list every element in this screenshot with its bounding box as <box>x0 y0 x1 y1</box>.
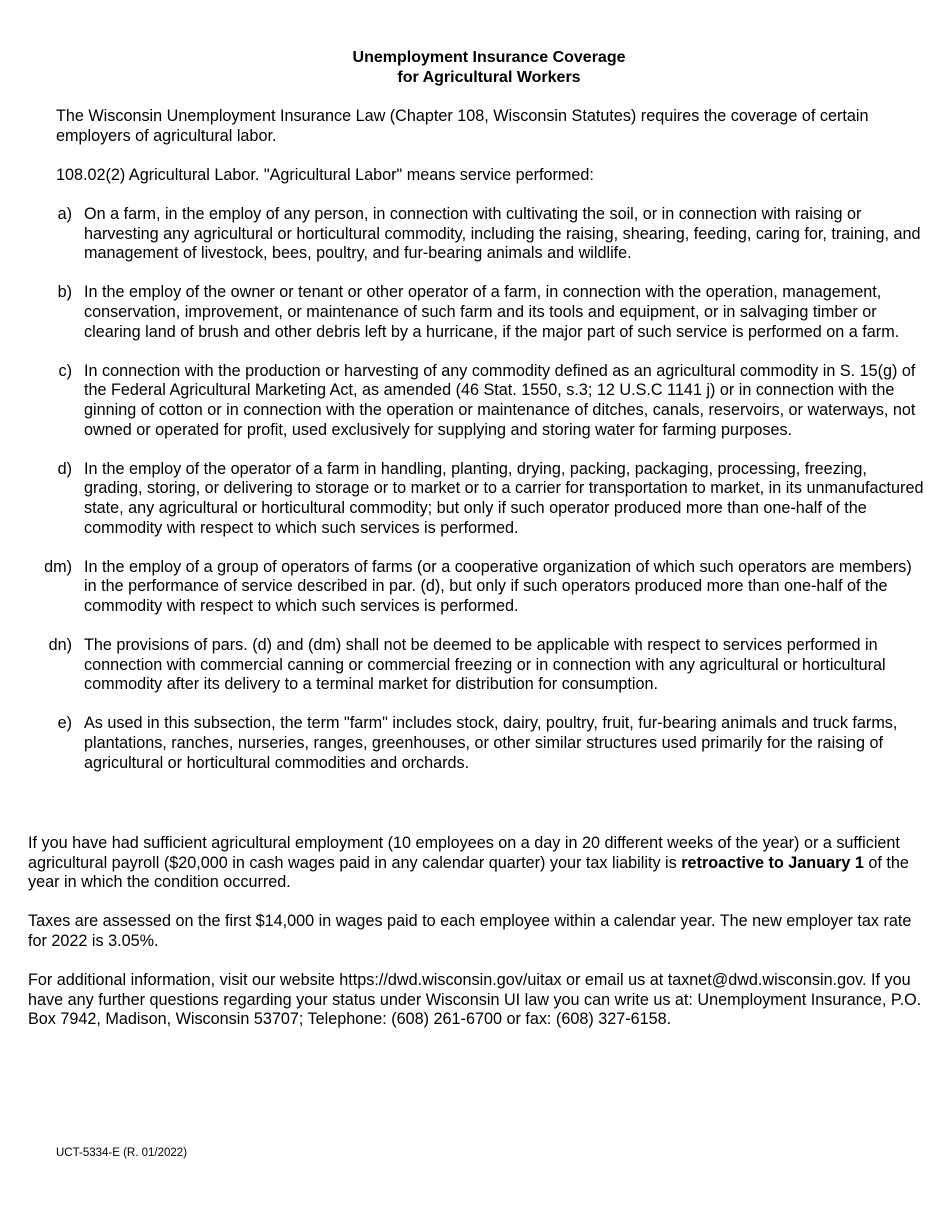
retro-text-before: If you have had sufficient agricultural employment (10 employees on a day in 20 different weeks of the year) or a sufficient agricultural payroll ($20,000 in cash wages paid in any calendar quarter) your tax liability is <box>28 834 900 872</box>
retro-bold-text: retroactive to January 1 <box>681 853 864 872</box>
item-label: b) <box>57 283 72 302</box>
item-text: On a farm, in the employ of any person, in connection with cultivating the soil, or in connection with raising or harvesting any agricultural or horticultural commodity, including the raising, shearing, feeding, caring for, training, and management of livestock, bees, poultry, and fur-bearing animals and wildlife. <box>84 205 921 263</box>
item-text: In the employ of the owner or tenant or other operator of a farm, in connection with the operation, management, conservation, improvement, or maintenance of such farm and its tools and equipment, or in salvaging timber or clearing land of brush and other debris left by a hurricane, if the major part of such service is performed on a farm. <box>84 283 900 341</box>
document-title <box>0 48 950 88</box>
retroactive-paragraph <box>28 834 926 893</box>
item-label: c) <box>58 361 72 380</box>
retro-text-after: of the year in which the condition occurred. <box>28 853 909 892</box>
list-item <box>28 636 926 695</box>
item-text: In connection with the production or harvesting of any commodity defined as an agricultural commodity in S. 15(g) of the Federal Agricultural Marketing Act, as amended (46 Stat. 1550, s.3; 12 U.S.C 1141 j) or in connection with the ginning of cotton or in connection with the operation or maintenance of ditches, canals, reservoirs, or waterways, not owned or operated for profit, used exclusively for supplying and storing water for farming purposes. <box>84 361 916 439</box>
item-label: dn) <box>48 636 72 655</box>
list-item <box>28 558 926 617</box>
item-text: In the employ of the operator of a farm in handling, planting, drying, packing, packaging, processing, freezing, grading, storing, or delivering to storage or to market or to a carrier for transportation to market, in its unmanufactured state, any agricultural or horticultural commodity; but only if such operator produced more than one-half of the commodity with respect to which such services is performed. <box>84 459 924 537</box>
definition-heading: 108.02(2) Agricultural Labor. "Agricultural Labor" means service performed: <box>56 165 594 184</box>
form-number: UCT-5334-E (R. 01/2022) <box>56 1147 188 1159</box>
item-label: e) <box>57 714 72 733</box>
list-item <box>28 205 926 264</box>
title-line-2: for Agricultural Workers <box>397 69 581 86</box>
item-text: As used in this subsection, the term "farm" includes stock, dairy, poultry, fruit, fur-bearing animals and truck farms, plantations, ranches, nurseries, ranges, greenhouses, or other similar structures used primarily for the raising of agricultural or horticultural commodities and orchards. <box>84 714 898 772</box>
item-label: dm) <box>44 557 72 576</box>
contact-paragraph: For additional information, visit our website https://dwd.wisconsin.gov/uitax or email us at taxnet@dwd.wisconsin.gov. If you have any further questions regarding your status under Wisconsin UI law you can write us at: Unemployment Insurance, P.O. Box 7942, Madison, Wisconsin 53707; Telephone: (608) 261-6700 or fax: (608) 327-6158. <box>28 971 922 1029</box>
taxes-paragraph: Taxes are assessed on the first $14,000 in wages paid to each employee within a calendar year. The new employer tax rate for 2022 is 3.05%. <box>28 912 912 950</box>
list-item <box>28 714 926 773</box>
item-text: The provisions of pars. (d) and (dm) shall not be deemed to be applicable with respect to services performed in connection with commercial canning or commercial freezing or in connection with any agricultural or horticultural commodity after its delivery to a terminal market for distribution for consumption. <box>84 636 886 694</box>
list-item <box>28 283 926 342</box>
intro-section <box>56 107 926 205</box>
item-label: d) <box>57 459 72 478</box>
list-item <box>28 362 926 440</box>
item-label: a) <box>57 205 72 223</box>
list-item <box>28 460 926 538</box>
item-text: In the employ of a group of operators of farms (or a cooperative organization of which such operators are members) in the performance of service described in par. (d), but only if such operators produced more than one-half of the commodity with respect to which such services is performed. <box>84 557 912 615</box>
intro-paragraph: The Wisconsin Unemployment Insurance Law (Chapter 108, Wisconsin Statutes) requires the coverage of certain employers of agricultural labor. <box>56 107 869 145</box>
closing-section <box>28 834 926 1050</box>
definition-list <box>28 205 926 793</box>
title-line-1: Unemployment Insurance Coverage <box>352 49 626 66</box>
